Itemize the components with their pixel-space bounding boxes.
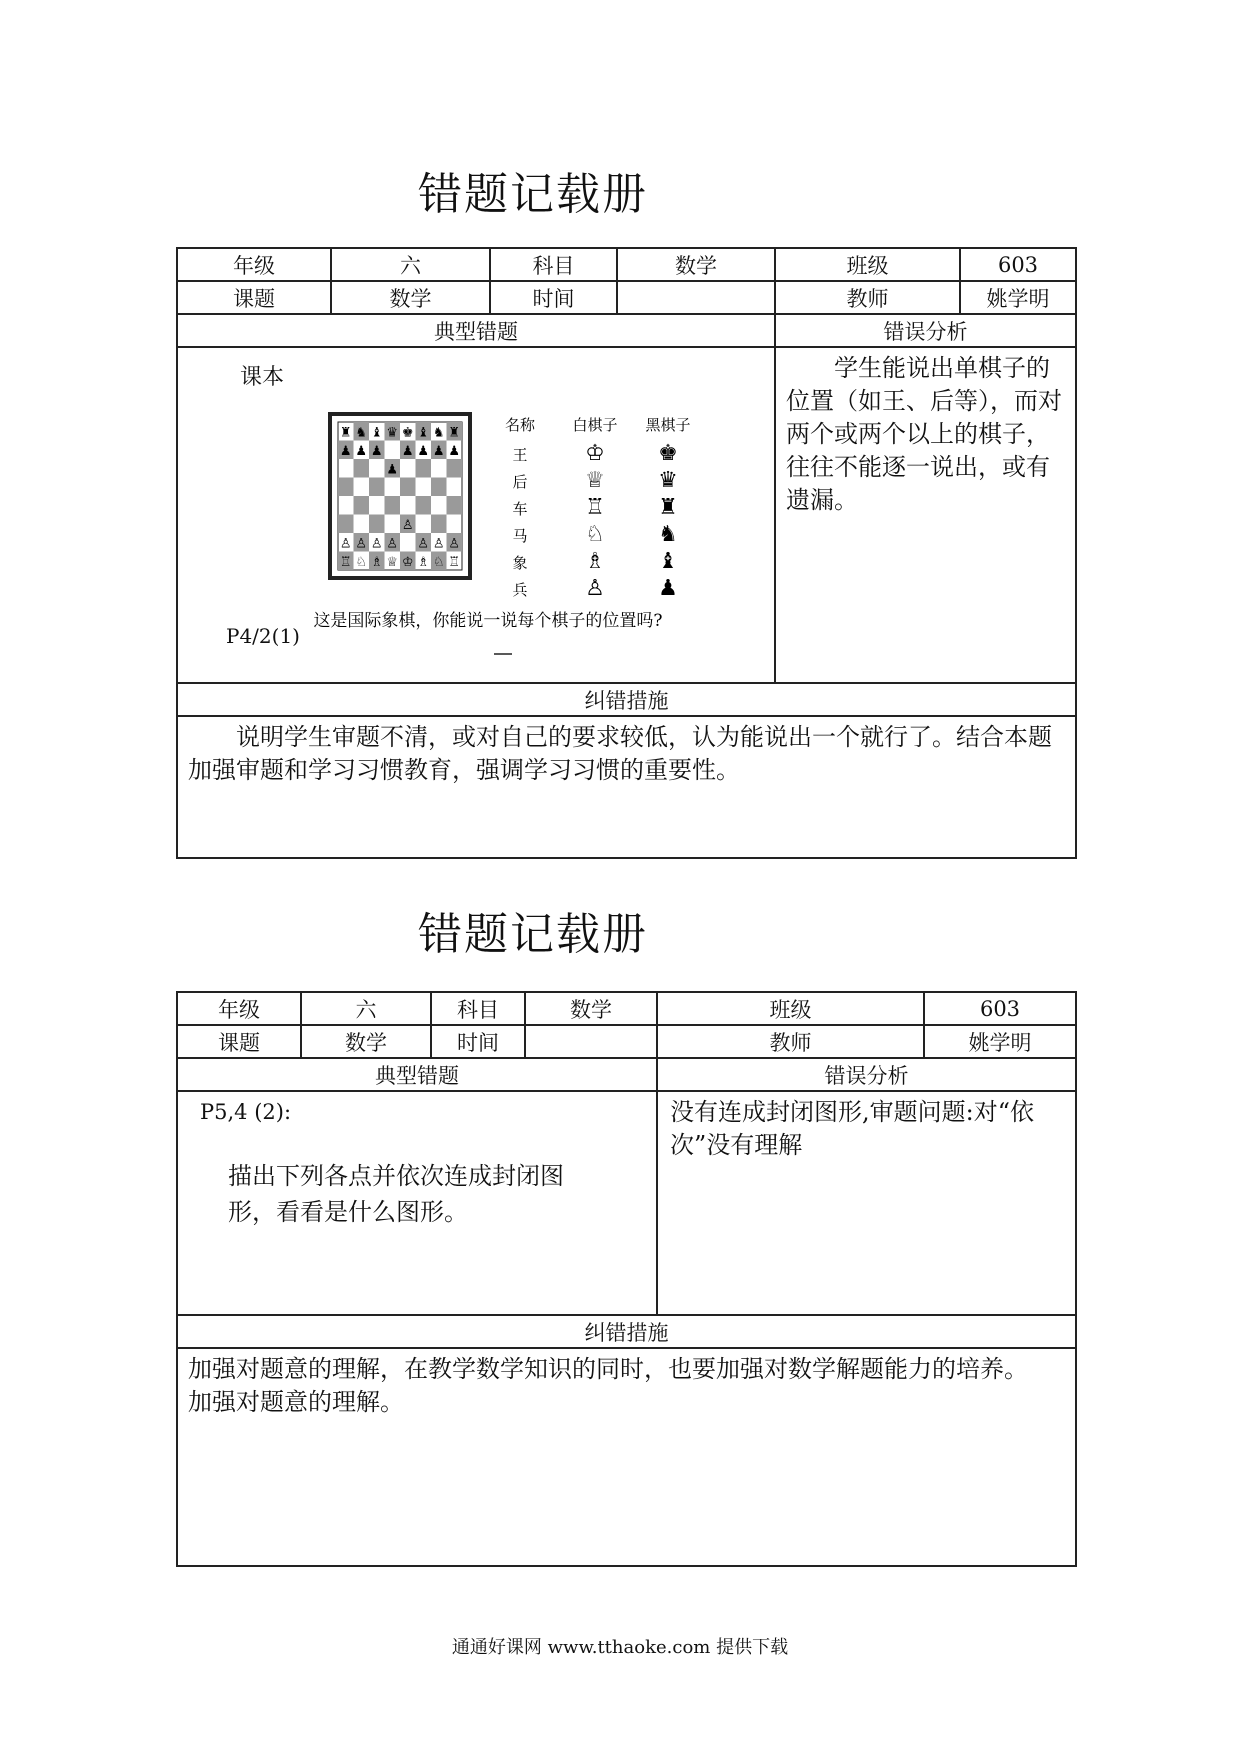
board-square — [431, 515, 447, 534]
topic-label: 课题 — [177, 281, 331, 314]
legend-header-white: 白棋子 — [572, 416, 618, 434]
teacher-value: 姚学明 — [924, 1025, 1076, 1058]
board-square — [447, 496, 463, 515]
grade-value: 六 — [331, 248, 490, 281]
topic-label: 课题 — [177, 1025, 301, 1058]
board-piece: ♟ — [401, 444, 414, 459]
board-piece: ♚ — [401, 425, 414, 441]
error-analysis-header: 错误分析 — [775, 314, 1076, 347]
legend-piece-name: 车 — [512, 500, 528, 518]
error-analysis-cell — [775, 347, 1076, 683]
legend-header-name: 名称 — [504, 416, 536, 434]
typical-error-header: 典型错题 — [177, 314, 775, 347]
board-square — [447, 459, 463, 478]
correction-text-line-2: 加强对题意的理解。 — [188, 1388, 404, 1416]
time-value — [617, 281, 775, 314]
correction-text-line-1: 加强对题意的理解，在教学数学知识的同时，也要加强对数学解题能力的培养。 — [188, 1355, 1028, 1383]
teacher-label: 教师 — [657, 1025, 924, 1058]
board-piece: ♟ — [448, 444, 461, 459]
time-label: 时间 — [431, 1025, 525, 1058]
correction-cell — [177, 1348, 1076, 1566]
legend-white-piece-icon: ♖ — [585, 495, 605, 520]
board-piece: ♜ — [448, 425, 461, 441]
legend-white-piece-icon: ♘ — [585, 522, 605, 547]
error-analysis-cell — [657, 1091, 1076, 1315]
error-analysis-header: 错误分析 — [657, 1058, 1076, 1091]
board-square — [338, 478, 354, 497]
board-piece: ♙ — [355, 536, 368, 552]
legend-header-black: 黑棋子 — [645, 416, 691, 434]
time-value — [525, 1025, 657, 1058]
legend-black-piece-icon: ♞ — [658, 522, 678, 547]
record1-table — [176, 247, 1077, 859]
chess-figure — [290, 388, 750, 683]
legend-black-piece-icon: ♚ — [658, 441, 678, 466]
class-label: 班级 — [657, 992, 924, 1025]
legend-white-piece-icon: ♔ — [585, 441, 605, 466]
board-piece: ♞ — [355, 425, 368, 441]
board-piece: ♟ — [386, 462, 399, 478]
correction-cell — [177, 716, 1076, 858]
question-line-1: 描出下列各点并依次连成封闭图 — [228, 1162, 564, 1190]
record2-table — [176, 991, 1077, 1567]
board-piece: ♙ — [448, 536, 461, 552]
board-square — [369, 515, 385, 534]
ruler-marks — [336, 388, 556, 392]
record2-title: 错题记载册 — [418, 909, 648, 960]
board-square — [369, 478, 385, 497]
legend-black-piece-icon: ♜ — [658, 495, 678, 520]
board-piece: ♟ — [355, 444, 368, 459]
board-square — [385, 496, 401, 515]
board-square — [416, 459, 432, 478]
topic-value: 数学 — [301, 1025, 431, 1058]
typical-error-cell — [177, 1091, 657, 1315]
page-reference: P5,4 (2): — [200, 1100, 292, 1124]
question-line-2: 形，看看是什么图形。 — [228, 1198, 468, 1226]
legend-black-piece-icon: ♝ — [658, 549, 678, 574]
typical-error-cell — [177, 347, 775, 683]
legend-piece-name: 后 — [512, 473, 528, 491]
board-piece: ♙ — [432, 536, 445, 552]
board-piece: ♟ — [432, 444, 445, 459]
legend-piece-name: 王 — [512, 446, 528, 464]
teacher-value: 姚学明 — [960, 281, 1076, 314]
legend-piece-name: 象 — [512, 554, 528, 572]
board-piece: ♙ — [401, 518, 414, 533]
board-piece: ♝ — [370, 425, 383, 441]
grade-value: 六 — [301, 992, 431, 1025]
board-piece: ♗ — [370, 555, 383, 570]
board-piece: ♛ — [386, 425, 399, 441]
board-piece: ♝ — [417, 425, 430, 441]
board-square — [431, 478, 447, 497]
board-square — [354, 496, 370, 515]
board-piece: ♖ — [448, 555, 461, 570]
board-piece: ♟ — [370, 444, 383, 459]
typical-error-header: 典型错题 — [177, 1058, 657, 1091]
legend-black-piece-icon: ♛ — [658, 468, 678, 493]
class-value: 603 — [924, 992, 1076, 1025]
legend-white-piece-icon: ♗ — [585, 549, 605, 574]
legend-piece-name: 马 — [512, 527, 528, 545]
class-value: 603 — [960, 248, 1076, 281]
board-piece: ♟ — [417, 444, 430, 459]
teacher-label: 教师 — [775, 281, 960, 314]
record1-title: 错题记载册 — [418, 169, 648, 220]
board-piece: ♕ — [386, 555, 399, 570]
chess-caption: 这是国际象棋，你能说一说每个棋子的位置吗? — [313, 611, 663, 631]
correction-header: 纠错措施 — [177, 1315, 1076, 1348]
time-label: 时间 — [490, 281, 617, 314]
topic-value: 数学 — [331, 281, 490, 314]
board-piece: ♜ — [339, 425, 352, 441]
source-label: 课本 — [240, 365, 285, 390]
board-piece: ♗ — [417, 555, 430, 570]
analysis-text: 学生能说出单棋子的位置（如王、后等），而对两个或两个以上的棋子，往往不能逐一说出，或有遗漏。 — [786, 354, 1062, 514]
legend-black-piece-icon: ♟ — [658, 576, 678, 601]
piece-legend — [505, 416, 691, 601]
board-piece: ♙ — [417, 536, 430, 552]
board-piece: ♘ — [355, 555, 368, 570]
board-piece: ♔ — [401, 555, 414, 570]
subject-value: 数学 — [617, 248, 775, 281]
board-piece: ♞ — [432, 425, 445, 441]
board-piece: ♘ — [432, 555, 445, 570]
class-label: 班级 — [775, 248, 960, 281]
legend-white-piece-icon: ♙ — [585, 576, 605, 601]
correction-text: 说明学生审题不清，或对自己的要求较低，认为能说出一个就行了。结合本题加强审题和学习习惯教育，强调学习习惯的重要性。 — [188, 723, 1052, 784]
subject-value: 数学 — [525, 992, 657, 1025]
legend-piece-name: 兵 — [512, 581, 528, 599]
board-square — [416, 496, 432, 515]
grade-label: 年级 — [177, 248, 331, 281]
analysis-text: 没有连成封闭图形,审题问题:对“依次”没有理解 — [670, 1098, 1034, 1159]
board-square — [354, 459, 370, 478]
board-piece: ♙ — [370, 536, 383, 552]
board-square — [400, 478, 416, 497]
subject-label: 科目 — [490, 248, 617, 281]
board-piece: ♙ — [386, 536, 399, 552]
grade-label: 年级 — [177, 992, 301, 1025]
subject-label: 科目 — [431, 992, 525, 1025]
board-piece: ♟ — [339, 444, 352, 459]
board-square — [338, 515, 354, 534]
board-piece: ♖ — [339, 555, 352, 570]
board-piece: ♙ — [339, 536, 352, 552]
page-reference: P4/2(1) — [226, 624, 300, 648]
footer-credit: 通通好课网 www.tthaoke.com 提供下载 — [451, 1637, 789, 1658]
correction-header: 纠错措施 — [177, 683, 1076, 716]
legend-white-piece-icon: ♕ — [585, 468, 605, 493]
